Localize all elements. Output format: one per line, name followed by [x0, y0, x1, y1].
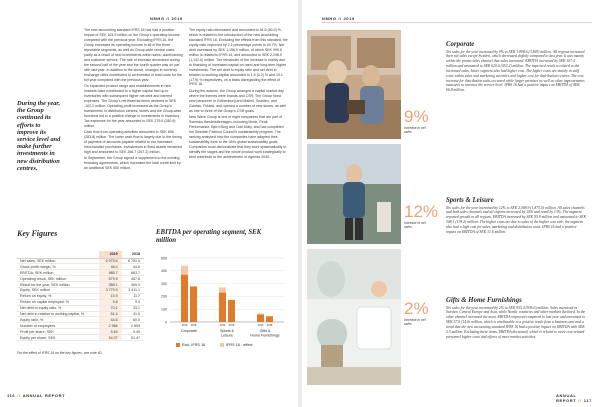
pct-gifts-home [404, 300, 434, 327]
value-2018: 41.5 [122, 311, 144, 317]
bar-excl-ifrs16-2018 [266, 316, 273, 322]
paragraph: The equity ratio decreased and amounted to 44.6 (60.0) %, which is related to the introduction of the new accounting standard IFRS 16. Excluding the effects from this standard, the equity ratio improved by 2.1 percentage points to 49.7%. Net debt increased by SEK 1,156.9 million, of which SEK 999.8 million is related to IFRS 16, and amounted to SEK 2,298.9 (1,142.0) million. The remainder of the increase is mainly due to financing of increased capital on hand and long-term higher investments. The net debt to equity ratio and net debt in relation to working capital amounted to 1.9 (0.2) % and 19.1 (17.9) % respectively, on a basis disregarding the effect of IFRS 16. [189, 28, 288, 87]
y-tick-label: 200 [161, 294, 167, 299]
segment-title: Sports & Leisure [446, 197, 494, 204]
category-label: Sports & [220, 329, 234, 333]
value-2019: 9.8 [99, 299, 121, 305]
photo-corporate [307, 30, 401, 139]
x-sublabel: 2018 [228, 324, 235, 327]
value-2018: 6 751.5 [122, 258, 144, 264]
bar-excl-ifrs16 [219, 293, 226, 322]
category-label: Leisure [221, 333, 233, 338]
bar-excl-ifrs16 [257, 314, 264, 322]
paragraph: In September, the Group signed a supplement to the existing financing agreements, which increased the total credit limit by an additional SEK 500 million. [84, 156, 181, 171]
x-sublabel: 2018 [266, 324, 273, 327]
value-2019: 3 779.9 [99, 287, 121, 293]
value-2019: 54.07 [99, 335, 121, 341]
row-label: Equity, SEK million [17, 287, 99, 293]
row-label: Net debt to equity ratio, % [17, 305, 99, 311]
category-label: Home Furnishings [250, 333, 280, 338]
y-tick-label: 0 [165, 320, 167, 325]
y-tick-label: 300 [161, 281, 167, 286]
segment-title: Gifts & Home Furnishings [446, 297, 522, 304]
value-2019: 985.7 [99, 270, 121, 276]
table-header-row [17, 251, 144, 258]
row-label: Net sales, SEK million [17, 258, 99, 264]
row-label: Operating result, SEK million [17, 276, 99, 282]
row-label: Gross profit margin, % [17, 264, 99, 270]
value-2019: 5.64 [99, 329, 121, 335]
x-sublabel: 2019 [181, 324, 188, 327]
body-column-1 [84, 28, 183, 173]
photo-gifts-home [307, 249, 401, 385]
growth-label: Increase in net sales [404, 126, 426, 134]
row-label: Net debt in relation to working capital, % [17, 311, 99, 317]
row-label: Number of employees [17, 323, 99, 329]
row-label: Equity per share, SEK [17, 335, 99, 341]
left-header: NMHG // 2019 [150, 16, 183, 21]
column-header [17, 251, 99, 258]
column-header-2018: 2018 [122, 251, 144, 258]
value-2018: 369.3 [122, 282, 144, 288]
bar-ifrs16-effect [219, 287, 226, 292]
x-sublabel: 2018 [190, 324, 197, 327]
segment-gifts-home [446, 297, 586, 339]
value-2019: 46.4 [99, 264, 121, 270]
y-tick-label: 400 [161, 269, 167, 274]
left-page [0, 0, 298, 407]
value-2018: 33.1 [122, 305, 144, 311]
column-header-2019: 2019 [99, 251, 121, 258]
value-2018: 60.0 [122, 317, 144, 323]
value-2018: 2 893 [122, 323, 144, 329]
growth-percent: 12% [404, 202, 439, 221]
key-figures-table [17, 251, 144, 341]
right-header-rule [322, 22, 592, 23]
paragraph: Cash flow from operating activities amounted to SEK 696 (283.8) million. The lower cash flow is largely due to the timing of payment of accounts payable related to our increased merchandise purchases. Investments in fixed assets remained high and amounted to SEK 266.7 (267.2) million. [84, 130, 182, 154]
body-column-2 [189, 28, 288, 161]
pct-sports-leisure [404, 202, 439, 230]
value-2018: 663.7 [122, 270, 144, 276]
y-tick-label: 100 [161, 307, 167, 312]
value-2018: 44.6 [122, 264, 144, 270]
value-2019: 44.6 [99, 317, 121, 323]
row-label: Profit per share, SEK [17, 329, 99, 335]
value-2019: 579.9 [99, 276, 121, 282]
value-2019: 388.1 [99, 282, 121, 288]
value-2018: 3 411.1 [122, 287, 144, 293]
category-label: Corporate [181, 329, 197, 333]
segment-text: Net sales for the year increased by 9% to SEK 3,898.6 (3,569) million. All regions increased their net sales except Sweden, which decreased slightly compared to last year. It was mainly within the promo sales channel that sales increased. EBITDA increased by SEK 167.4 million and amounted to SEK 620.6 (453.2) million. The improved result is related to the increased sales, better segment also had higher cost. The higher costs are mainly in staff costs within sales and marketing activities and higher cost for distribution centres. The cost increase for distribution units occurred while larger premises as well as other improvements measures to increase the service level. IFRS 16 had a positive impact on EBITDA of SEK 66.8 million. [446, 49, 585, 93]
key-figures-footnote: For the effect of IFRS 16 on the key figures, see note 40. [17, 351, 103, 355]
key-figures-title: Key Figures [17, 229, 58, 238]
row-label: Result for the year, SEK million [17, 282, 99, 288]
table-row [17, 335, 144, 341]
left-footer: 116 // ANNUAL REPORT [7, 393, 66, 398]
row-label: Return on equity, % [17, 293, 99, 299]
category-label: Gifts & [259, 329, 271, 333]
bar-excl-ifrs16-2018 [190, 286, 197, 322]
segment-text: Net sales for the year increased by 12% to SEK 2,098.9 (1,875.5) million. All sales channels and both sales channels and all regions increased by 10% and retail by 13%. The segment reported growth in all regions. EBITDA increased by SEK 95.9 million and amounted to SEK 308.1 (195.2) million. The higher costs are due to sales of the higher cost side, the segment also had a high cost for sales, marketing and distribution units. IFRS 16 had a positive impact on EBITDA of SEK 31.6 million. [446, 205, 586, 234]
legend-swatch [176, 343, 180, 347]
segment-title: Corporate [446, 41, 475, 48]
legend-label: Excl. IFRS 16 [182, 343, 206, 347]
photo-sports-leisure [307, 144, 401, 244]
bar-ifrs16-effect [257, 314, 264, 315]
pull-quote: During the year, the Group continued its efforts to improve its service level and make further investments in new distribution centres. [17, 100, 61, 172]
x-sublabel: 2019 [219, 324, 226, 327]
x-sublabel: 2019 [257, 324, 264, 327]
value-2018: 467.8 [122, 276, 144, 282]
ebitda-bar-chart [152, 252, 292, 364]
left-header-rule [150, 22, 280, 23]
value-2018: 11.7 [122, 293, 144, 299]
right-footer: ANNUAL REPORT // 117 [556, 393, 592, 403]
paragraph: New Wave Group is one of eight companies that are part of Svenska Handelsföretagen, including Mode, Peak Performance, Björn Borg and Odd Molly, and has completed the Swedish Fashion Council's sustainability program. The ranking analysed how the companies have adapted their sustainability work to the UN's global sustainability goals. Companies must demonstrate that they work systematically to identify the stages and the whole product work strategically to best contribute to the achievement of Agenda 2030. [189, 115, 287, 159]
growth-percent: 9% [404, 107, 429, 126]
bar-excl-ifrs16-2018 [228, 300, 235, 322]
growth-percent: 2% [404, 299, 429, 318]
row-label: EBITDA, SEK million [17, 270, 99, 276]
paragraph: During the autumn, the Group arranged a capital market day where the themes were brands and CSR. The Group hired new personnel in Gothenburg and Malmö, Sweden, and Gdańsk, Poland, and opened a number of new stores, as well as one to three of the Group's CSR goals. [189, 88, 286, 113]
value-2019: 51.4 [99, 311, 121, 317]
segment-corporate [446, 41, 586, 93]
growth-label: Increase in net sales [404, 221, 426, 229]
paragraph: On expanded product range and establishments in new markets have contributed to a higher capital tied up in inventories with subsequent higher net debt and interest expenses. The Group's net financial items declined to SEK -102.2 million. Operating profit increased as the Group's investments in distribution centres, stores and the Group-wide functions led to a positive change in investments in inventory. Tax expenses for the year amounted to SEK 279.0 (280.9) million. [84, 83, 182, 128]
paragraph: The new accounting standard IFRS 16 has had a positive impact of SEK 103.9 million on the Group's operating income compared with the previous year. Excluding IFRS 16, the Group increased its operating income in all of the three reportable segments, as well as Group-wide central costs, partly as a result of new investments within sales, warehousing and customer service. The rate of increase decreased during the second half of the year and the fourth quarter was on par with last year. In addition to the above, changes in currency exchange rates contributed to an increase in total costs for the full year compared with the previous year. [84, 28, 183, 82]
bar-ifrs16-effect [181, 266, 188, 275]
segment-text: Net sales for the year increased by 2% to SEK 955.4 (936.6) million. Sales increased in Sweden, Central Europe and Asia, while Nordic countries and other markets declined. In the other channel increased the most. EBITDA improved compared to last year and amounted to SEK 57.0 (14.6) million, which is attributable to a positive result from a business unit and a trend that the new accounting standard IFRS 16 had a positive impact on EBITDA with SEK 5.5 million. Excluding these items, EBITDA decreased, which is related to more cost-related personnel higher costs and efforts of more market activities. [446, 305, 586, 339]
value-2018: 5.49 [122, 329, 144, 335]
pct-corporate [404, 108, 434, 135]
row-label: Equity ratio, % [17, 317, 99, 323]
legend-label: IFRS 16 - effect [226, 343, 253, 347]
legend-swatch [220, 343, 224, 347]
growth-label: Increase in net sales [404, 318, 426, 326]
bar-excl-ifrs16 [181, 275, 188, 322]
value-2019: 6 975.6 [99, 258, 121, 264]
value-2019: 70.1 [99, 305, 121, 311]
value-2018: 9.4 [122, 299, 144, 305]
segment-sports-leisure [446, 197, 586, 235]
y-tick-label: 500 [161, 256, 167, 261]
row-label: Return on capital employed, % [17, 299, 99, 305]
value-2019: 10.9 [99, 293, 121, 299]
chart-title: EBITDA per operating segment, SEK million [156, 229, 262, 244]
value-2019: 2 966 [99, 323, 121, 329]
value-2018: 51.47 [122, 335, 144, 341]
right-header: NMHG // 2019 [322, 16, 355, 21]
